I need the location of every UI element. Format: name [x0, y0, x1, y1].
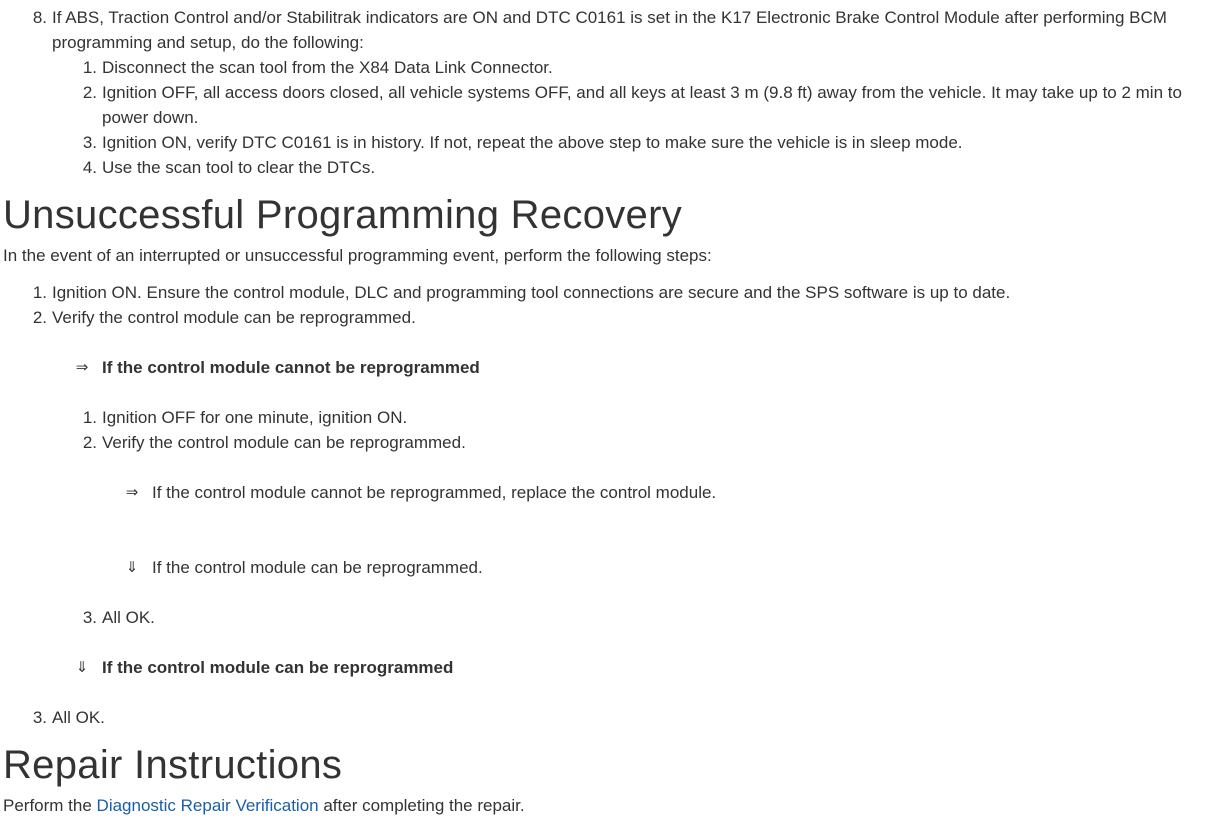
- branch-can-reprogram: If the control module can be reprogrammed: [102, 658, 454, 677]
- repair-instructions-text: [3, 793, 525, 818]
- section-heading-recovery: Unsuccessful Programming Recovery: [3, 193, 683, 237]
- step-8-sub-2-text-line-1: Ignition OFF, all access doors closed, all vehicle systems OFF, and all keys at least 3 m (9.8 ft) away from the vehicle. It may take up to 2 min to: [102, 83, 1182, 102]
- recovery-intro: In the event of an interrupted or unsuccessful programming event, perform the following steps:: [3, 246, 712, 265]
- recovery-step-2-text: Verify the control module can be reprogrammed.: [52, 308, 416, 327]
- branch-sub-2-text: Verify the control module can be reprogrammed.: [102, 433, 466, 452]
- branch-sub-1-text: Ignition OFF for one minute, ignition ON.: [102, 408, 408, 427]
- branch-cannot-reprogram: If the control module cannot be reprogrammed: [102, 358, 480, 377]
- step-8-text-line-2: programming and setup, do the following:: [52, 33, 364, 52]
- step-8-sub-4-number: 4.: [82, 158, 97, 177]
- sub-branch-replace-module: If the control module cannot be reprogrammed, replace the control module.: [152, 483, 717, 502]
- branch-sub-3-number: 3.: [82, 608, 97, 627]
- step-8-sub-3-text: Ignition ON, verify DTC C0161 is in history. If not, repeat the above step to make sure the vehicle is in sleep mode.: [102, 133, 963, 152]
- branch-sub-1-number: 1.: [82, 408, 97, 427]
- step-8-sub-2-number: 2.: [82, 83, 97, 102]
- recovery-step-1-number: 1.: [32, 283, 47, 302]
- sub-branch-can-reprogram: If the control module can be reprogrammed.: [152, 558, 483, 577]
- right-double-arrow-icon: ⇒: [125, 483, 139, 501]
- step-8-sub-3-number: 3.: [82, 133, 97, 152]
- down-double-arrow-icon: ⇓: [125, 558, 139, 576]
- diagnostic-repair-verification-link[interactable]: Diagnostic Repair Verification: [96, 796, 319, 815]
- recovery-step-3-text: All OK.: [52, 708, 105, 727]
- section-heading-repair: Repair Instructions: [3, 743, 343, 787]
- recovery-step-1-text: Ignition ON. Ensure the control module, DLC and programming tool connections are secure and the SPS software is up to date.: [52, 283, 1011, 302]
- right-double-arrow-icon: ⇒: [75, 358, 89, 376]
- step-8-sub-4-text: Use the scan tool to clear the DTCs.: [102, 158, 376, 177]
- step-8-number: 8.: [32, 8, 47, 27]
- repair-prefix: Perform the: [3, 796, 97, 815]
- branch-sub-3-text: All OK.: [102, 608, 155, 627]
- branch-sub-2-number: 2.: [82, 433, 97, 452]
- step-8-sub-2-text-line-2: power down.: [102, 108, 199, 127]
- repair-suffix: after completing the repair.: [318, 796, 525, 815]
- down-double-arrow-icon: ⇓: [75, 658, 89, 676]
- recovery-step-2-number: 2.: [32, 308, 47, 327]
- step-8-text-line-1: If ABS, Traction Control and/or Stabilitrak indicators are ON and DTC C0161 is set in the K17 Electronic Brake Control Module after performing BCM: [52, 8, 1167, 27]
- recovery-step-3-number: 3.: [32, 708, 47, 727]
- step-8-sub-1-number: 1.: [82, 58, 97, 77]
- step-8-sub-1-text: Disconnect the scan tool from the X84 Data Link Connector.: [102, 58, 553, 77]
